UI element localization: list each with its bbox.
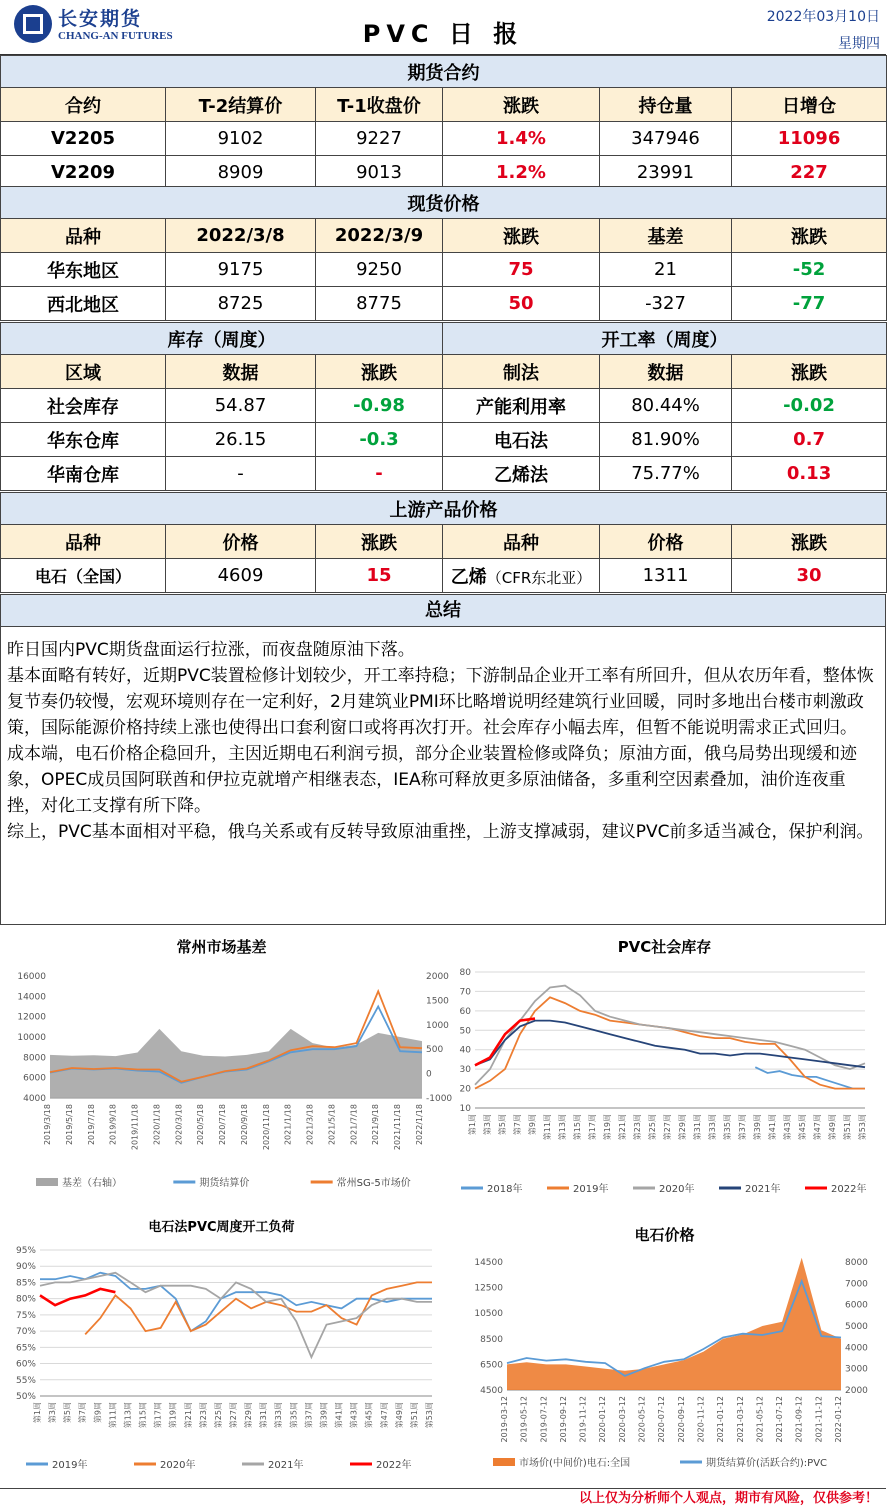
x-tick-label: 2020/3/18 <box>174 1104 184 1146</box>
region-name: 西北地区 <box>1 287 166 321</box>
x-tick-label: 第37周 <box>304 1402 314 1429</box>
change-value: 1.2% <box>443 156 600 190</box>
x-tick-label: 第31周 <box>259 1402 269 1429</box>
spot-title: 现货价格 <box>1 187 887 219</box>
x-tick-label: 2021/5/18 <box>327 1104 337 1146</box>
x-tick-label: 2022/1/18 <box>415 1104 424 1146</box>
column-header: 数据 <box>600 355 732 389</box>
x-tick-label: 第5周 <box>63 1402 73 1424</box>
y-tick-label: 4500 <box>480 1386 503 1396</box>
x-tick-label: 第1周 <box>33 1402 42 1424</box>
x-tick-label: 第41周 <box>334 1402 344 1429</box>
method-name: 电石法 <box>443 423 600 457</box>
y-tick-label: 14500 <box>474 1258 503 1268</box>
column-header: 日增仓 <box>732 88 887 122</box>
x-tick-label: 2020-05-12 <box>637 1396 647 1443</box>
x-tick-label: 第17周 <box>588 1114 597 1141</box>
table-row <box>1 423 887 457</box>
table-cell: 9250 <box>316 253 443 287</box>
x-tick-label: 2019-05-12 <box>519 1396 529 1443</box>
summary-title: 总结 <box>0 594 886 627</box>
inventory-operating-section <box>0 322 886 491</box>
product-name: 电石（全国） <box>1 559 166 593</box>
x-tick-label: 2019/5/18 <box>64 1104 74 1146</box>
inventory-header-row <box>1 355 887 389</box>
logo-en-text: CHANG-AN FUTURES <box>58 30 173 42</box>
x-tick-label: 第41周 <box>768 1114 777 1141</box>
product-name: 乙烯 <box>450 566 487 588</box>
series-line <box>40 1289 115 1305</box>
x-tick-label: 2020-07-12 <box>657 1396 667 1443</box>
table-cell: 9013 <box>316 156 443 190</box>
column-header: 涨跌 <box>443 219 600 253</box>
x-tick-label: 2020-09-12 <box>676 1396 686 1443</box>
table-cell: 23991 <box>600 156 732 190</box>
legend-label: 2021年 <box>745 1184 781 1195</box>
y-tick-label: 95% <box>15 1246 36 1256</box>
chart-title: 电石法PVC周度开工负荷 <box>148 1220 295 1235</box>
operating-title: 开工率（周度） <box>443 323 887 355</box>
change-value: 11096 <box>732 122 887 156</box>
y-tick-label: 50 <box>459 1026 471 1037</box>
column-header: 数据 <box>166 355 316 389</box>
column-header: 制法 <box>443 355 600 389</box>
column-header: 品种 <box>1 219 166 253</box>
x-tick-label: 第33周 <box>708 1114 717 1141</box>
summary-paragraph: 昨日国内PVC期货盘面运行拉涨，而夜盘随原油下落。 <box>7 640 415 660</box>
legend-label: 2022年 <box>376 1460 412 1471</box>
futures-section <box>0 55 886 190</box>
change-value: -0.98 <box>316 389 443 423</box>
futures-header-row <box>1 88 887 122</box>
change-value: 15 <box>316 559 443 593</box>
x-tick-label: 第39周 <box>753 1114 762 1141</box>
y-tick-label: 60% <box>15 1359 36 1370</box>
change-value: -0.3 <box>316 423 443 457</box>
x-tick-label: 第9周 <box>528 1114 537 1136</box>
x-tick-label: 2019/7/18 <box>86 1104 96 1146</box>
column-header: 涨跌 <box>732 219 887 253</box>
table-cell: 8909 <box>166 156 316 190</box>
x-tick-label: 第23周 <box>198 1402 208 1429</box>
summary-paragraph: 基本面略有转好，近期PVC装置检修计划较少，开工率持稳；下游制品企业开工率有所回升，但从农历年看，整体恢复节奏仍较慢，宏观环境则存在一定利好，2月建筑业PMI环比略增说明经建筑行业回暖，同时多地出台楼市刺激政策，国际能源价格持续上涨也使得出口套利窗口或将再次打开。社会库存小幅去库，但暂不能说明需求正式回归。 <box>7 666 874 738</box>
x-tick-label: 第27周 <box>663 1114 672 1141</box>
legend-label: 市场价(中间价)电石:全国 <box>519 1458 631 1469</box>
series-area <box>50 1029 422 1098</box>
table-row <box>1 559 887 593</box>
x-tick-label: 第49周 <box>828 1114 837 1141</box>
y-tick-label: 4000 <box>23 1094 46 1104</box>
y2-tick-label: 1000 <box>426 1020 449 1031</box>
change-value: 1.4% <box>443 122 600 156</box>
y-tick-label: 10500 <box>474 1309 503 1320</box>
x-tick-label: 第35周 <box>289 1402 299 1429</box>
y-tick-label: 85% <box>15 1278 36 1289</box>
product-name-cell <box>443 559 600 593</box>
table-cell: 26.15 <box>166 423 316 457</box>
spot-section <box>0 186 886 321</box>
legend-label: 2022年 <box>831 1184 867 1195</box>
y2-tick-label: 0 <box>426 1069 432 1080</box>
x-tick-label: 2019/3/18 <box>43 1104 52 1146</box>
method-name: 产能利用率 <box>443 389 600 423</box>
x-tick-label: 第7周 <box>78 1402 88 1424</box>
column-header: 涨跌 <box>732 355 887 389</box>
x-tick-label: 第45周 <box>798 1114 807 1141</box>
column-header: 2022/3/9 <box>316 219 443 253</box>
legend-label: 期货结算价 <box>199 1178 250 1189</box>
x-tick-label: 第51周 <box>843 1114 852 1141</box>
x-tick-label: 2019-07-12 <box>539 1396 549 1443</box>
table-cell: -327 <box>600 287 732 321</box>
x-tick-label: 第3周 <box>48 1402 58 1424</box>
summary-paragraph: 综上，PVC基本面相对平稳，俄乌关系或有反转导致原油重挫，上游支撑减弱，建议PVC前多适当减仓，保护利润。 <box>7 822 874 842</box>
y-tick-label: 80% <box>15 1294 36 1305</box>
table-cell: 9227 <box>316 122 443 156</box>
x-tick-label: 第15周 <box>573 1114 582 1141</box>
contract-name: V2209 <box>1 156 166 190</box>
x-tick-label: 第31周 <box>693 1114 702 1141</box>
product-subname: （CFR东北亚） <box>486 568 592 587</box>
column-header: T-2结算价 <box>166 88 316 122</box>
report-date: 2022年03月10日 <box>766 9 880 25</box>
chart-title: PVC社会库存 <box>617 938 712 956</box>
x-tick-label: 第39周 <box>319 1402 329 1429</box>
spot-header-row <box>1 219 887 253</box>
region-name: 华东地区 <box>1 253 166 287</box>
y-tick-label: 10 <box>459 1104 471 1114</box>
x-tick-label: 2021-07-12 <box>775 1396 785 1443</box>
x-tick-label: 2021-09-12 <box>794 1396 804 1443</box>
column-header: 涨跌 <box>732 525 887 559</box>
x-tick-label: 2021/7/18 <box>349 1104 359 1146</box>
table-row <box>1 122 887 156</box>
table-cell: 8725 <box>166 287 316 321</box>
y-tick-label: 16000 <box>17 972 46 982</box>
y-tick-label: 6000 <box>23 1073 46 1084</box>
table-row <box>1 389 887 423</box>
logo-cn-text: 长安期货 <box>58 8 143 30</box>
y-tick-label: 55% <box>15 1375 36 1386</box>
column-header: 区域 <box>1 355 166 389</box>
x-tick-label: 2020/5/18 <box>196 1104 206 1146</box>
x-tick-label: 2020-03-12 <box>617 1396 627 1443</box>
table-row <box>1 287 887 321</box>
table-row <box>1 156 887 190</box>
x-tick-label: 第17周 <box>153 1402 163 1429</box>
x-tick-label: 第9周 <box>93 1402 103 1424</box>
table-row <box>1 457 887 491</box>
disclaimer-footer: 以上仅为分析师个人观点，期市有风险，仅供参考！ <box>0 1488 886 1510</box>
change-value: -52 <box>732 253 887 287</box>
x-tick-label: 第37周 <box>738 1114 747 1141</box>
x-tick-label: 第29周 <box>678 1114 687 1141</box>
y-tick-label: 70 <box>459 987 471 998</box>
legend-label: 2019年 <box>52 1460 88 1471</box>
x-tick-label: 2020/7/18 <box>218 1104 228 1146</box>
y-tick-label: 75% <box>15 1310 36 1321</box>
column-header: 合约 <box>1 88 166 122</box>
region-name: 华南仓库 <box>1 457 166 491</box>
change-value: 30 <box>732 559 887 593</box>
change-value: -0.02 <box>732 389 887 423</box>
x-tick-label: 2020/1/18 <box>152 1104 162 1146</box>
column-header: 品种 <box>1 525 166 559</box>
y-tick-label: 30 <box>459 1065 471 1076</box>
y-tick-label: 70% <box>15 1327 36 1338</box>
x-tick-label: 第25周 <box>213 1402 223 1429</box>
x-tick-label: 第33周 <box>274 1402 284 1429</box>
x-tick-label: 2020/11/18 <box>261 1104 271 1151</box>
y2-tick-label: -1000 <box>426 1094 453 1104</box>
x-tick-label: 第13周 <box>558 1114 567 1141</box>
table-cell: 1311 <box>600 559 732 593</box>
x-tick-label: 2021/1/18 <box>283 1104 293 1146</box>
change-value: 75 <box>443 253 600 287</box>
change-value: 0.7 <box>732 423 887 457</box>
column-header: 涨跌 <box>316 355 443 389</box>
report-header <box>0 0 886 55</box>
table-cell: 9102 <box>166 122 316 156</box>
column-header: T-1收盘价 <box>316 88 443 122</box>
table-cell: 21 <box>600 253 732 287</box>
chart-carbide-svg <box>443 1208 886 1486</box>
x-tick-label: 2019/9/18 <box>108 1104 118 1146</box>
x-tick-label: 第51周 <box>409 1402 419 1429</box>
x-tick-label: 第43周 <box>349 1402 359 1429</box>
x-tick-label: 第19周 <box>603 1114 612 1141</box>
y2-tick-label: 7000 <box>845 1279 868 1290</box>
change-value: 50 <box>443 287 600 321</box>
x-tick-label: 2021-03-12 <box>735 1396 745 1443</box>
chart-operating <box>0 1208 443 1486</box>
chart-inventory-svg <box>443 928 886 1200</box>
y-tick-label: 65% <box>15 1343 36 1354</box>
x-tick-label: 第53周 <box>425 1402 434 1429</box>
x-tick-label: 2021-11-12 <box>814 1396 824 1443</box>
x-tick-label: 第5周 <box>498 1114 507 1136</box>
upstream-header-row <box>1 525 887 559</box>
report-title: PVC 日 报 <box>362 20 524 48</box>
summary-paragraph: 成本端，电石价格企稳回升，主因近期电石利润亏损，部分企业装置检修或降负；原油方面，俄乌局势出现缓和迹象，OPEC成员国阿联酋和伊拉克就增产相继表态，IEA称可释放更多原油储备，多重利空因素叠加，油价连夜重挫，对化工支撑有所下降。 <box>7 744 857 816</box>
table-cell: 4609 <box>166 559 316 593</box>
table-row <box>1 253 887 287</box>
table-cell: 80.44% <box>600 389 732 423</box>
y-tick-label: 6500 <box>480 1360 503 1371</box>
x-tick-label: 第47周 <box>379 1402 389 1429</box>
y2-tick-label: 2000 <box>426 972 449 982</box>
chart-carbide <box>443 1208 886 1486</box>
y2-tick-label: 3000 <box>845 1364 868 1375</box>
y-tick-label: 12500 <box>474 1283 503 1294</box>
inventory-title: 库存（周度） <box>1 323 443 355</box>
x-tick-label: 2022-01-12 <box>834 1396 843 1443</box>
column-header: 2022/3/8 <box>166 219 316 253</box>
table-cell: 8775 <box>316 287 443 321</box>
y-tick-label: 60 <box>459 1006 471 1017</box>
series-area <box>507 1258 841 1390</box>
series-line <box>755 1067 865 1088</box>
x-tick-label: 第47周 <box>813 1114 822 1141</box>
x-tick-label: 2019-09-12 <box>558 1396 568 1443</box>
x-tick-label: 第35周 <box>723 1114 732 1141</box>
x-tick-label: 第25周 <box>648 1114 657 1141</box>
contract-name: V2205 <box>1 122 166 156</box>
x-tick-label: 2020/9/18 <box>239 1104 249 1146</box>
change-value: 227 <box>732 156 887 190</box>
y2-tick-label: 500 <box>426 1045 444 1056</box>
table-cell: 9175 <box>166 253 316 287</box>
chart-inventory <box>443 928 886 1200</box>
region-name: 社会库存 <box>1 389 166 423</box>
futures-title: 期货合约 <box>1 56 887 88</box>
chart-title: 电石价格 <box>634 1226 695 1244</box>
column-header: 价格 <box>600 525 732 559</box>
column-header: 涨跌 <box>316 525 443 559</box>
report-weekday: 星期四 <box>838 36 880 52</box>
y2-tick-label: 1500 <box>426 996 449 1007</box>
x-tick-label: 2021-05-12 <box>755 1396 765 1443</box>
column-header: 价格 <box>166 525 316 559</box>
method-name: 乙烯法 <box>443 457 600 491</box>
chart-basis <box>0 928 453 1200</box>
x-tick-label: 2021/3/18 <box>305 1104 315 1146</box>
chart-title: 常州市场基差 <box>176 938 267 956</box>
table-cell: - <box>166 457 316 491</box>
legend-label: 2020年 <box>659 1184 695 1195</box>
y-tick-label: 12000 <box>17 1012 46 1023</box>
chart-basis-svg <box>0 928 453 1200</box>
summary-body <box>0 627 886 925</box>
legend-label: 2020年 <box>160 1460 196 1471</box>
chart-operating-svg <box>0 1208 443 1486</box>
y-tick-label: 80 <box>459 968 471 978</box>
y-tick-label: 8000 <box>23 1053 46 1064</box>
series-line <box>475 986 865 1085</box>
x-tick-label: 第7周 <box>513 1114 522 1136</box>
x-tick-label: 第43周 <box>783 1114 792 1141</box>
y-tick-label: 40 <box>459 1045 471 1056</box>
x-tick-label: 2020-01-12 <box>598 1396 608 1443</box>
table-cell: 75.77% <box>600 457 732 491</box>
region-name: 华东仓库 <box>1 423 166 457</box>
x-tick-label: 第11周 <box>108 1402 118 1429</box>
legend-label: 期货结算价(活跃合约):PVC <box>706 1458 828 1469</box>
column-header: 涨跌 <box>443 88 600 122</box>
x-tick-label: 2021-01-12 <box>716 1396 726 1443</box>
legend-label: 2019年 <box>573 1184 609 1195</box>
y2-tick-label: 8000 <box>845 1258 868 1268</box>
x-tick-label: 第1周 <box>468 1114 477 1136</box>
legend-label: 2018年 <box>487 1184 523 1195</box>
table-cell: 81.90% <box>600 423 732 457</box>
x-tick-label: 第15周 <box>138 1402 148 1429</box>
x-tick-label: 2019/11/18 <box>130 1104 140 1151</box>
change-value: - <box>316 457 443 491</box>
x-tick-label: 第11周 <box>543 1114 552 1141</box>
y-tick-label: 10000 <box>17 1033 46 1043</box>
x-tick-label: 2020-11-12 <box>696 1396 706 1443</box>
change-value: -77 <box>732 287 887 321</box>
x-tick-label: 2021/11/18 <box>393 1104 403 1151</box>
series-line <box>85 1282 432 1334</box>
x-tick-label: 第53周 <box>858 1114 867 1141</box>
legend-label: 基差（右轴） <box>62 1178 122 1189</box>
y-tick-label: 50% <box>15 1392 36 1402</box>
change-value: 0.13 <box>732 457 887 491</box>
x-tick-label: 2019-03-12 <box>500 1396 509 1443</box>
table-cell: 347946 <box>600 122 732 156</box>
x-tick-label: 第49周 <box>394 1402 404 1429</box>
y2-tick-label: 6000 <box>845 1300 868 1311</box>
x-tick-label: 第13周 <box>123 1402 133 1429</box>
y2-tick-label: 4000 <box>845 1343 868 1354</box>
y2-tick-label: 5000 <box>845 1322 868 1332</box>
x-tick-label: 2021/9/18 <box>371 1104 381 1146</box>
column-header: 基差 <box>600 219 732 253</box>
x-tick-label: 第45周 <box>364 1402 374 1429</box>
y-tick-label: 20 <box>459 1084 471 1095</box>
column-header: 品种 <box>443 525 600 559</box>
x-tick-label: 第27周 <box>229 1402 238 1429</box>
y-tick-label: 14000 <box>17 992 46 1003</box>
x-tick-label: 第3周 <box>483 1114 492 1136</box>
column-header: 持仓量 <box>600 88 732 122</box>
upstream-section <box>0 492 886 593</box>
x-tick-label: 第19周 <box>168 1402 178 1429</box>
x-tick-label: 第21周 <box>618 1114 627 1141</box>
y2-tick-label: 2000 <box>845 1386 868 1396</box>
legend-label: 常州SG-5市场价 <box>336 1178 411 1189</box>
x-tick-label: 第29周 <box>244 1402 254 1429</box>
x-tick-label: 2019-11-12 <box>578 1396 588 1443</box>
y-tick-label: 8500 <box>480 1334 503 1345</box>
legend-label: 2021年 <box>268 1460 304 1471</box>
x-tick-label: 第23周 <box>633 1114 642 1141</box>
y-tick-label: 90% <box>15 1262 36 1273</box>
upstream-title: 上游产品价格 <box>1 493 887 525</box>
table-cell: 54.87 <box>166 389 316 423</box>
x-tick-label: 第21周 <box>183 1402 193 1429</box>
